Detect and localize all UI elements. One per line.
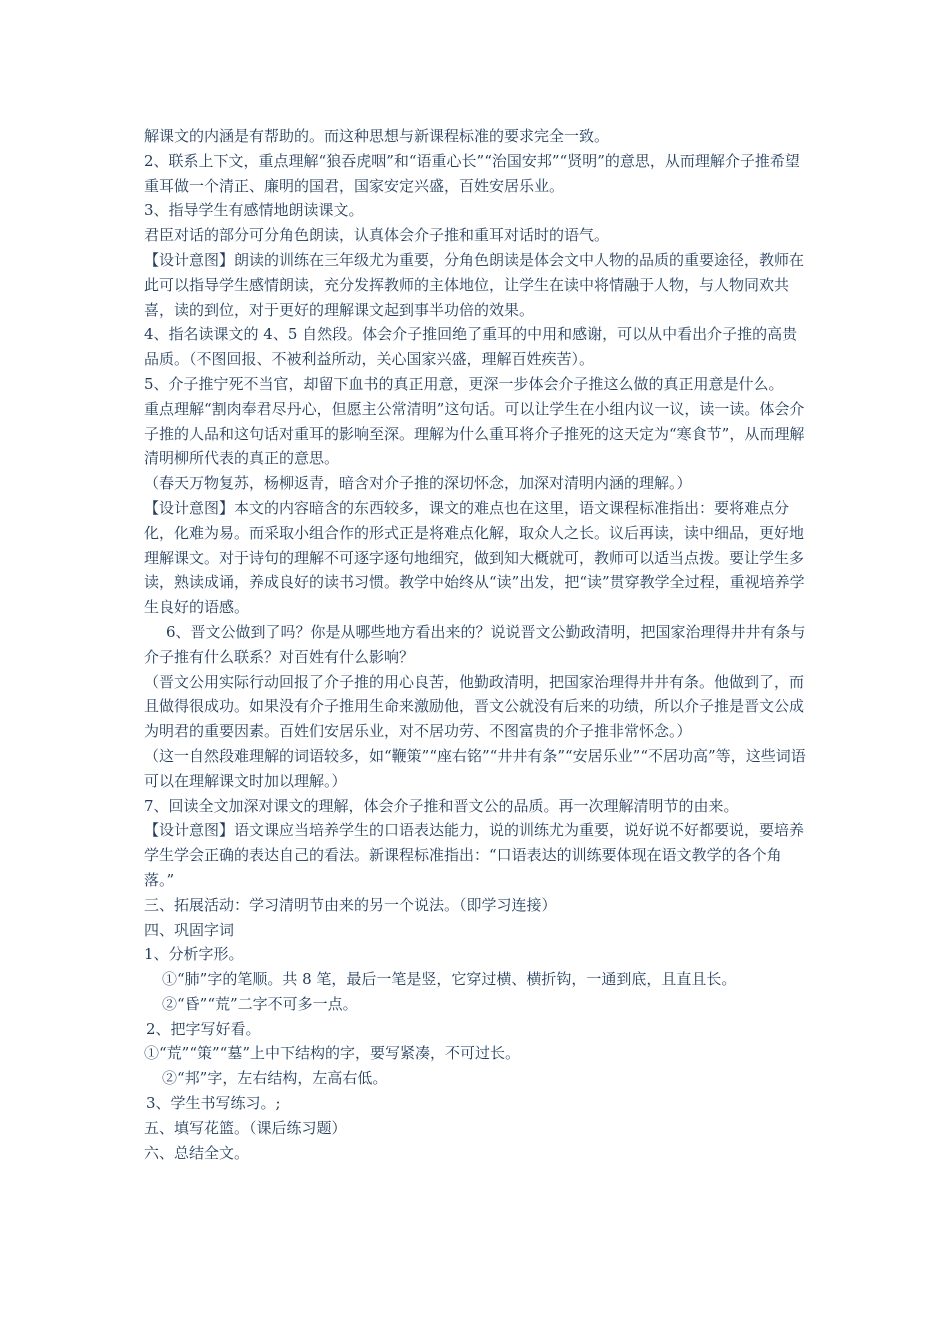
paragraph: 4、指名读课文的 4、5 自然段。体会介子推回绝了重耳的中用和感谢，可以从中看出介子推的高贵品质。（不图回报、不被利益所动，关心国家兴盛，理解百姓疾苦）。 — [144, 325, 798, 369]
paragraph: 【设计意图】语文课应当培养学生的口语表达能力，说的训练尤为重要，说好说不好都要说，要培养学生学会正确的表达自己的看法。新课程标准指出：“口语表达的训练要体现在语文教学的各个角落。” — [144, 821, 805, 889]
paragraph: 君臣对话的部分可分角色朗读，认真体会介子推和重耳对话时的语气。 — [144, 226, 610, 245]
paragraph: （这一自然段难理解的词语较多，如“鞭策”“座右铭”“井井有条”“安居乐业”“不居功高”等，这些词语可以在理解课文时加以理解。） — [144, 746, 806, 790]
document-page — [144, 124, 810, 1165]
paragraph: 重点理解“割肉奉君尽丹心，但愿主公常清明”这句话。可以让学生在小组内议一议，读一读。体会介子推的人品和这句话对重耳的影响至深。理解为什么重耳将介子推死的这天定为“寒食节”，从而理解清明柳所代表的真正的意思。 — [144, 399, 805, 468]
paragraph: 5、介子推宁死不当官，却留下血书的真正用意，更深一步体会介子推这么做的真正用意是什么。 — [144, 374, 784, 393]
paragraph: 3、学生书写练习。; — [146, 1094, 281, 1113]
paragraph: （晋文公用实际行动回报了介子推的用心良苦，他勤政清明，把国家治理得井井有条。他做到了，而且做得很成功。如果没有介子推用生命来激励他，晋文公就没有后来的功绩，所以介子推是晋文公成为明君的重要因素。百姓们安居乐业，对不居功劳、不图富贵的介子推非常怀念。） — [144, 672, 805, 741]
paragraph: （春天万物复苏，杨柳返青，暗含对介子推的深切怀念，加深对清明内涵的理解。） — [144, 474, 692, 493]
paragraph: 6、晋文公做到了吗？你是从哪些地方看出来的？说说晋文公勤政清明，把国家治理得井井有条与介子推有什么联系？对百姓有什么影响？ — [144, 622, 806, 666]
paragraph: 四、巩固字词 — [144, 920, 235, 939]
paragraph: 7、回读全文加深对课文的理解，体会介子推和晋文公的品质。再一次理解清明节的由来。 — [144, 796, 739, 815]
paragraph: 【设计意图】本文的内容暗含的东西较多，课文的难点也在这里，语文课程标准指出：要将难点分化，化难为易。而采取小组合作的形式正是将难点化解，取众人之长。议后再读，读中细品，更好地理解课文。对于诗句的理解不可逐字逐句地细究，做到知大概就可，教师可以适当点拨。要让学生多读，熟读成诵，养成良好的读书习惯。教学中始终从“读”出发，把“读”贯穿教学全过程，重视培养学生良好的语感。 — [144, 498, 805, 617]
paragraph: ②“昏”“荒”二字不可多一点。 — [162, 994, 358, 1013]
paragraph: 3、指导学生有感情地朗读课文。 — [144, 201, 364, 220]
paragraph: 五、填写花篮。（课后练习题） — [144, 1118, 347, 1137]
paragraph: 【设计意图】朗读的训练在三年级尤为重要，分角色朗读是体会文中人物的品质的重要途径，教师在此可以指导学生感情朗读，充分发挥教师的主体地位，让学生在读中将情融于人物，与人物同欢共喜，读的到位，对于更好的理解课文起到事半功倍的效果。 — [144, 250, 805, 319]
paragraph: 三、拓展活动：学习清明节由来的另一个说法。（即学习连接） — [144, 895, 557, 914]
paragraph: ②“邦”字，左右结构，左高右低。 — [162, 1069, 388, 1088]
paragraph: 2、把字写好看。 — [146, 1019, 261, 1038]
paragraph: 2、联系上下文，重点理解“狼吞虎咽”和“语重心长”“治国安邦”“贤明”的意思，从而理解介子推希望重耳做一个清正、廉明的国君，国家安定兴盛，百姓安居乐业。 — [144, 151, 800, 195]
paragraph: ①“肺”字的笔顺。共 8 笔，最后一笔是竖，它穿过横、横折钩，一通到底，且直且长。 — [162, 970, 737, 989]
paragraph: 解课文的内涵是有帮助的。而这种思想与新课程标准的要求完全一致。 — [144, 127, 610, 145]
paragraph: 1、分析字形。 — [144, 945, 244, 964]
paragraph: ①“荒”“策”“墓”上中下结构的字，要写紧凑，不可过长。 — [144, 1044, 521, 1063]
paragraph: 六、总结全文。 — [144, 1143, 250, 1162]
